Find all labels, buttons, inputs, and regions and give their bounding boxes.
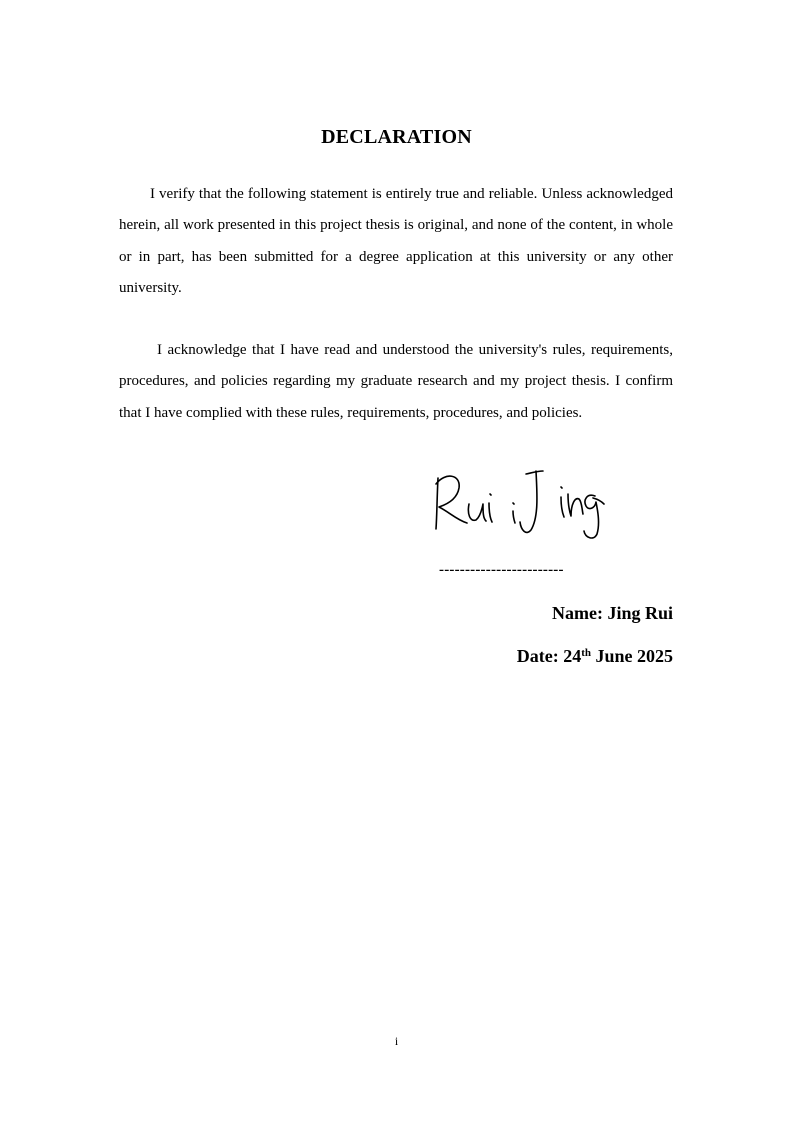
date-label: Date: xyxy=(516,646,559,666)
declaration-paragraph-2: I acknowledge that I have read and understood the university's rules, requirements, procedures, and policies regarding my graduate research and my project thesis. I confirm that I have complied with these rules, requirements, procedures, and policies. xyxy=(119,342,673,421)
handwritten-signature xyxy=(425,462,610,547)
name-label: Name: xyxy=(551,603,603,623)
date-rest: June 2025 xyxy=(595,646,673,666)
name-value: Jing Rui xyxy=(607,603,673,623)
page-number: i xyxy=(394,1034,399,1048)
date-day: 24 xyxy=(563,646,582,666)
signature-line: ------------------------ xyxy=(439,562,564,578)
name-line xyxy=(552,603,673,624)
date-line xyxy=(517,646,673,667)
date-day-suffix: th xyxy=(581,647,591,659)
declaration-paragraph-1: I verify that the following statement is entirely true and reliable. Unless acknowledged herein, all work presented in this project thesis is original, and none of the content, in whole or in part, has been submitted for a degree application at this university or any other university. xyxy=(119,186,673,296)
page-title: DECLARATION xyxy=(321,126,472,148)
